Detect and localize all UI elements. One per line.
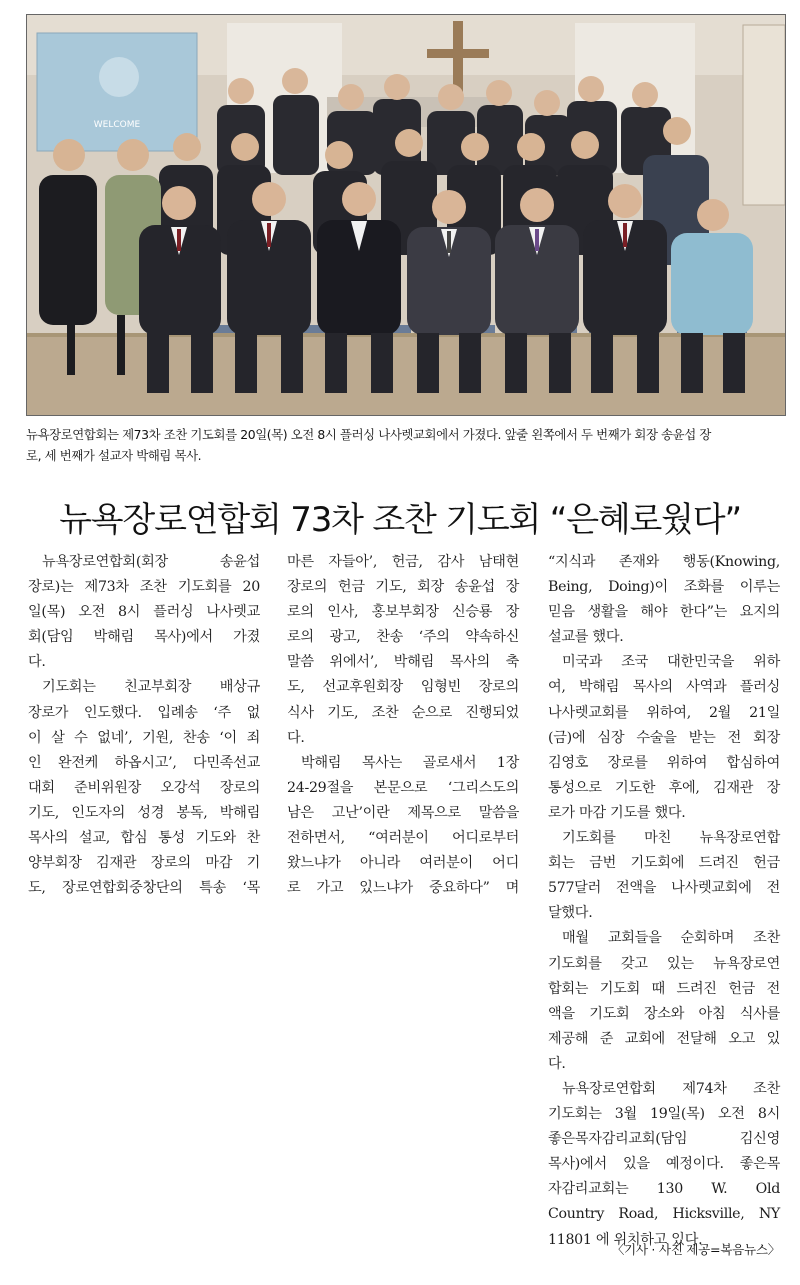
- article-line: 기도회를 갖고 있는 뉴욕장로연: [548, 955, 780, 972]
- article-line: 11801 에 위치하고 있다.: [548, 1231, 703, 1248]
- church-logo: [99, 57, 139, 97]
- article-column-1: [28, 550, 260, 901]
- group-photo-illustration: [27, 15, 785, 415]
- woman-light-blue-jacket: [671, 233, 753, 335]
- article-line: 여, 박해림 목사의 사역과 플러싱: [548, 679, 780, 696]
- article-line: 좋은목자감리교회(담임 김신영: [548, 1131, 780, 1148]
- article-line: 나사렛교회를 위하여, 2월 21일: [548, 704, 780, 721]
- welcome-slide-text: WELCOME: [93, 120, 141, 130]
- article-line: 인 완전케 하옵시고’, 다민족선교: [28, 754, 260, 771]
- article-line: 미국과 조국 대한민국을 위하: [562, 654, 780, 671]
- article-line: 매월 교회들을 순회하며 조찬: [562, 930, 780, 947]
- article-line: 제공해 준 교회에 전달해 오고 있: [548, 1030, 780, 1047]
- article-line: (금)에 심장 수술을 받는 전 회장: [548, 729, 780, 746]
- article-line: 로의 인사, 홍보부회장 신승룡 장: [287, 604, 519, 621]
- article-line: 로의 광고, 찬송 ‘주의 약속하신: [287, 629, 519, 646]
- article-column-2: [287, 550, 519, 901]
- article-line: 기도회를 마친 뉴욕장로연합: [562, 830, 780, 847]
- article-line: 다.: [287, 729, 305, 746]
- woman-black-coat: [39, 175, 97, 325]
- article-line: 식사 기도, 조찬 순으로 진행되었: [287, 704, 519, 721]
- article-line: 로 가고 있느냐가 중요하다” 며: [287, 880, 519, 897]
- article-line: 김영호 장로를 위하여 합심하여: [548, 754, 780, 771]
- article-line: 다.: [28, 654, 46, 671]
- floor: [27, 333, 785, 415]
- caption-line: 뉴욕장로연합회는 제73차 조찬 기도회를 20일(목) 오전 8시 플러싱 나사렛교회에서 가졌다. 앞줄 왼쪽에서 두 번째가 회장 송윤섭 장: [26, 427, 711, 442]
- article-line: 믿음 생활을 해야 한다”는 요지의: [548, 604, 780, 621]
- article-line: 기도회는 친교부회장 배상규: [42, 679, 260, 696]
- article-line: 도, 장로연합회중창단의 특송 ‘목: [28, 880, 260, 897]
- article-line: 통성으로 기도한 후에, 김재관 장: [548, 779, 780, 796]
- article-line: 회(담임 박해림 목사)에서 가졌: [28, 629, 260, 646]
- article-headline: 뉴욕장로연합회 73차 조찬 기도회 “은혜로웠다”: [59, 499, 741, 540]
- article-line: 말씀 위에서’, 박해림 목사의 축: [287, 654, 519, 671]
- article-line: 장로)는 제73차 조찬 기도회를 20: [28, 579, 260, 596]
- article-line: 장로의 헌금 기도, 회장 송윤섭 장: [287, 579, 519, 596]
- article-line: 자감리교회는 130 W. Old: [548, 1181, 780, 1198]
- article-line: Being, Doing)이 조화를 이루는: [548, 579, 780, 596]
- article-line: 설교를 했다.: [548, 629, 624, 646]
- group-photo: [26, 14, 786, 416]
- article-line: 박해림 목사는 골로새서 1장: [301, 754, 519, 771]
- article-line: 목사)에서 있을 예정이다. 좋은목: [548, 1156, 780, 1173]
- article-line: 577달러 전액을 나사렛교회에 전: [548, 880, 780, 897]
- article-line: 기도회는 3월 19일(목) 오전 8시: [548, 1106, 780, 1123]
- article-line: 24-29절을 본문으로 ‘그리스도의: [287, 779, 519, 796]
- article-line: “지식과 존재와 행동(Knowing,: [548, 554, 780, 570]
- article-credit: 〈기사 · 사진 제공=복음뉴스〉: [611, 1242, 780, 1257]
- article-line: 왔느냐가 아니라 여러분이 어디: [287, 855, 519, 872]
- photo-caption: [26, 424, 784, 466]
- article-line: 로가 마감 기도를 했다.: [548, 804, 686, 821]
- article-line: Country Road, Hicksville, NY: [548, 1206, 780, 1223]
- caption-line: 로, 세 번째가 설교자 박해림 목사.: [26, 448, 202, 463]
- article-line: 양부회장 김재관 장로의 마감 기: [28, 855, 260, 872]
- article-line: 목사의 설교, 합심 통성 기도와 찬: [28, 830, 260, 847]
- article-line: 마른 자들아’, 헌금, 감사 남태현: [287, 554, 519, 570]
- article-line: 다.: [548, 1055, 566, 1072]
- article-line: 일(목) 오전 8시 플러싱 나사렛교: [28, 604, 260, 621]
- article-column-3: [548, 550, 780, 1253]
- article-line: 기도, 인도자의 성경 봉독, 박해림: [28, 804, 260, 821]
- article-line: 이 살 수 없네’, 기원, 찬송 ‘이 죄: [28, 729, 260, 746]
- article-line: 대회 준비위원장 오강석 장로의: [28, 779, 260, 796]
- article-line: 뉴욕장로연합회 제74차 조찬: [562, 1080, 780, 1097]
- article-line: 회는 금번 기도회에 드려진 헌금: [548, 855, 780, 872]
- article-line: 액을 기도회 장소와 아침 식사를: [548, 1005, 780, 1022]
- article-line: 전하면서, “여러분이 어디로부터: [287, 830, 519, 847]
- article-line: 합회는 기도회 때 드려진 헌금 전: [548, 980, 780, 997]
- article-line: 달했다.: [548, 905, 593, 922]
- article-line: 뉴욕장로연합회(회장 송윤섭: [42, 554, 260, 570]
- article-line: 장로가 인도했다. 입례송 ‘주 없: [28, 704, 260, 721]
- article-line: 남은 고난’이란 제목으로 말씀을: [287, 804, 519, 821]
- article-line: 도, 선교후원회장 임형빈 장로의: [287, 679, 519, 696]
